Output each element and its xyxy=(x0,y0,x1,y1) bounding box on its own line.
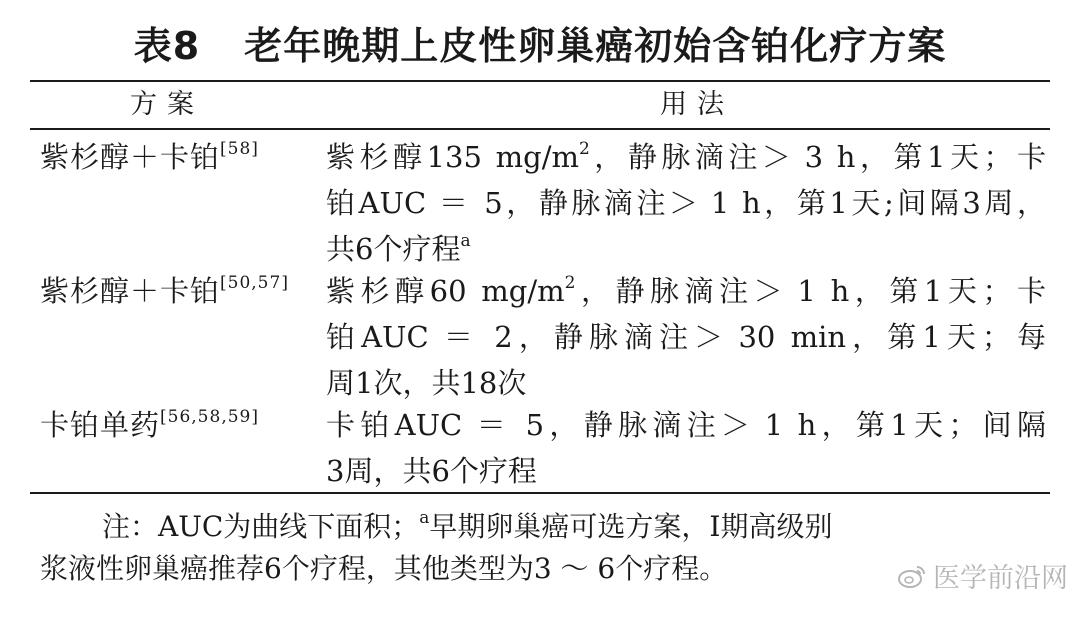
usage-line xyxy=(326,402,1046,448)
usage-text: 卡铂AUC ＝ 5，静脉滴注＞ 1 h，第1天；间隔 xyxy=(326,408,1046,442)
footnote-text: 注：AUC为曲线下面积； xyxy=(102,510,420,543)
usage-text: 紫杉醇60 mg/m xyxy=(326,274,565,308)
table-header-rule xyxy=(30,128,1050,130)
usage-text: ，静脉滴注＞ 1 h，第1天；卡 xyxy=(575,274,1046,308)
regimen-cell xyxy=(40,268,289,314)
weibo-icon xyxy=(897,563,927,589)
usage-text: 共6个疗程 xyxy=(326,232,461,266)
regimen-name: 紫杉醇＋卡铂 xyxy=(40,274,221,308)
usage-text: ，静脉滴注＞ 3 h，第1天；卡 xyxy=(589,140,1047,174)
table-title xyxy=(0,14,1080,78)
regimen-name: 紫杉醇＋卡铂 xyxy=(40,140,221,174)
reference: [56,58,59] xyxy=(160,407,259,427)
usage-text: 铂AUC ＝ 5，静脉滴注＞ 1 h，第1天;间隔3周， xyxy=(326,186,1046,220)
regimen-cell xyxy=(40,134,259,180)
footnote-line: 浆液性卵巢癌推荐6个疗程，其他类型为3 ～ 6个疗程。 xyxy=(40,552,728,585)
table-number: 表8 xyxy=(133,24,201,68)
usage-line xyxy=(326,314,1046,360)
footnote-marker: a xyxy=(419,508,430,528)
superscript: 2 xyxy=(578,139,590,159)
usage-cell xyxy=(326,134,1046,272)
reference: [58] xyxy=(220,139,259,159)
reference: [50,57] xyxy=(220,273,289,293)
regimen-name: 卡铂单药 xyxy=(40,408,161,442)
usage-line xyxy=(326,134,1046,180)
footnote-line xyxy=(40,506,1050,548)
table-bottom-rule xyxy=(30,492,1050,494)
usage-text: 周1次，共18次 xyxy=(326,366,527,400)
usage-line xyxy=(326,360,1046,406)
table-title-text: 老年晚期上皮性卵巢癌初始含铂化疗方案 xyxy=(244,24,947,68)
watermark-text: 医学前沿网 xyxy=(933,563,1068,594)
footnote-marker: a xyxy=(460,231,471,251)
usage-line xyxy=(326,268,1046,314)
header-usage: 用法 xyxy=(660,89,734,120)
watermark xyxy=(897,556,1068,595)
usage-text: 紫杉醇135 mg/m xyxy=(326,140,579,174)
usage-text: 3周，共6个疗程 xyxy=(326,454,537,488)
usage-line xyxy=(326,448,1046,494)
usage-cell xyxy=(326,268,1046,406)
superscript: 2 xyxy=(564,273,576,293)
usage-cell xyxy=(326,402,1046,494)
footnote-text: 早期卵巢癌可选方案，Ⅰ期高级别 xyxy=(429,510,833,543)
usage-line xyxy=(326,226,1046,272)
usage-line xyxy=(326,180,1046,226)
usage-text: 铂AUC ＝ 2，静脉滴注＞ 30 min，第1天；每 xyxy=(326,320,1046,354)
header-regimen: 方案 xyxy=(130,89,204,120)
regimen-cell xyxy=(40,402,259,448)
